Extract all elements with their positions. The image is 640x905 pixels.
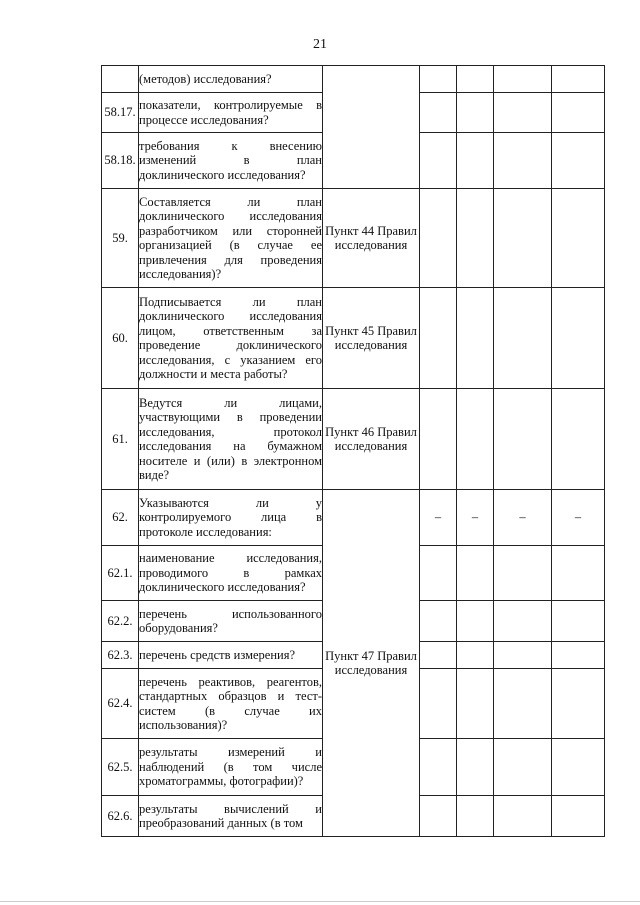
item-number: 62.5. (102, 739, 139, 796)
answer-cell-no (457, 288, 494, 389)
answer-cell-no-dash: – (457, 490, 494, 546)
answer-cell-na (494, 189, 552, 288)
answer-cell-no (457, 389, 494, 490)
answer-cell-note-dash: – (552, 490, 605, 546)
legal-reference: Пункт 45 Правил исследования (323, 288, 420, 389)
answer-cell-yes (420, 389, 457, 490)
answer-cell-no (457, 546, 494, 601)
answer-cell-na (494, 288, 552, 389)
answer-cell-note (552, 288, 605, 389)
answer-cell-na (494, 133, 552, 189)
item-number (102, 66, 139, 93)
answer-cell-yes (420, 739, 457, 796)
answer-cell-note (552, 133, 605, 189)
answer-cell-no (457, 739, 494, 796)
question-text: перечень реактивов, реагентов, стандартных образцов и тест-систем (в случае их использования)? (139, 669, 323, 739)
answer-cell-no (457, 133, 494, 189)
answer-cell-yes (420, 796, 457, 837)
answer-cell-note (552, 669, 605, 739)
table-row (102, 389, 605, 490)
answer-cell-yes (420, 189, 457, 288)
item-number: 58.18. (102, 133, 139, 189)
answer-cell-no (457, 601, 494, 642)
question-text: перечень средств измерения? (139, 642, 323, 669)
item-number: 62.3. (102, 642, 139, 669)
legal-reference: Пункт 44 Правил исследования (323, 189, 420, 288)
answer-cell-yes (420, 546, 457, 601)
answer-cell-yes-dash: – (420, 490, 457, 546)
checklist-table (101, 65, 605, 837)
item-number: 62.6. (102, 796, 139, 837)
legal-reference-empty (323, 66, 420, 189)
item-number: 58.17. (102, 93, 139, 133)
table-row (102, 288, 605, 389)
answer-cell-no (457, 189, 494, 288)
question-text: результаты измерений и наблюдений (в том числе хроматограммы, фотографии)? (139, 739, 323, 796)
answer-cell-na (494, 93, 552, 133)
table-row (102, 490, 605, 546)
answer-cell-yes (420, 93, 457, 133)
question-text: Подписывается ли план доклинического исследования лицом, ответственным за проведение доклинического исследования, с указанием его должности и места работы? (139, 288, 323, 389)
item-number: 62.2. (102, 601, 139, 642)
answer-cell-note (552, 189, 605, 288)
legal-reference: Пункт 46 Правил исследования (323, 389, 420, 490)
answer-cell-note (552, 389, 605, 490)
answer-cell-na-dash: – (494, 490, 552, 546)
answer-cell-yes (420, 601, 457, 642)
answer-cell-na (494, 642, 552, 669)
answer-cell-na (494, 739, 552, 796)
question-text: Составляется ли план доклинического исследования разработчиком или сторонней организацией (в случае ее привлечения для проведения исследования)? (139, 189, 323, 288)
question-text: (методов) исследования? (139, 66, 323, 93)
item-number: 61. (102, 389, 139, 490)
answer-cell-note (552, 66, 605, 93)
answer-cell-no (457, 796, 494, 837)
answer-cell-no (457, 669, 494, 739)
answer-cell-yes (420, 669, 457, 739)
answer-cell-note (552, 93, 605, 133)
answer-cell-na (494, 669, 552, 739)
item-number: 60. (102, 288, 139, 389)
answer-cell-note (552, 601, 605, 642)
item-number: 59. (102, 189, 139, 288)
item-number: 62. (102, 490, 139, 546)
question-text: требования к внесению изменений в план доклинического исследования? (139, 133, 323, 189)
answer-cell-yes (420, 133, 457, 189)
table-row (102, 66, 605, 93)
answer-cell-yes (420, 288, 457, 389)
answer-cell-no (457, 642, 494, 669)
answer-cell-na (494, 389, 552, 490)
question-text: результаты вычислений и преобразований данных (в том (139, 796, 323, 837)
answer-cell-na (494, 601, 552, 642)
answer-cell-yes (420, 66, 457, 93)
answer-cell-note (552, 739, 605, 796)
answer-cell-note (552, 642, 605, 669)
table-row (102, 189, 605, 288)
answer-cell-yes (420, 642, 457, 669)
question-text: наименование исследования, проводимого в рамках доклинического исследования? (139, 546, 323, 601)
question-text: перечень использованного оборудования? (139, 601, 323, 642)
answer-cell-na (494, 796, 552, 837)
question-text: показатели, контролируемые в процессе исследования? (139, 93, 323, 133)
page-edge-divider (0, 901, 640, 902)
legal-reference: Пункт 47 Правил исследования (323, 490, 420, 837)
answer-cell-note (552, 796, 605, 837)
item-number: 62.4. (102, 669, 139, 739)
answer-cell-no (457, 66, 494, 93)
question-text: Указываются ли у контролируемого лица в протоколе исследования: (139, 490, 323, 546)
answer-cell-no (457, 93, 494, 133)
answer-cell-na (494, 66, 552, 93)
item-number: 62.1. (102, 546, 139, 601)
answer-cell-na (494, 546, 552, 601)
page-number: 21 (313, 37, 327, 52)
answer-cell-note (552, 546, 605, 601)
question-text: Ведутся ли лицами, участвующими в проведении исследования, протокол исследования на бумажном носителе и (или) в электронном виде? (139, 389, 323, 490)
